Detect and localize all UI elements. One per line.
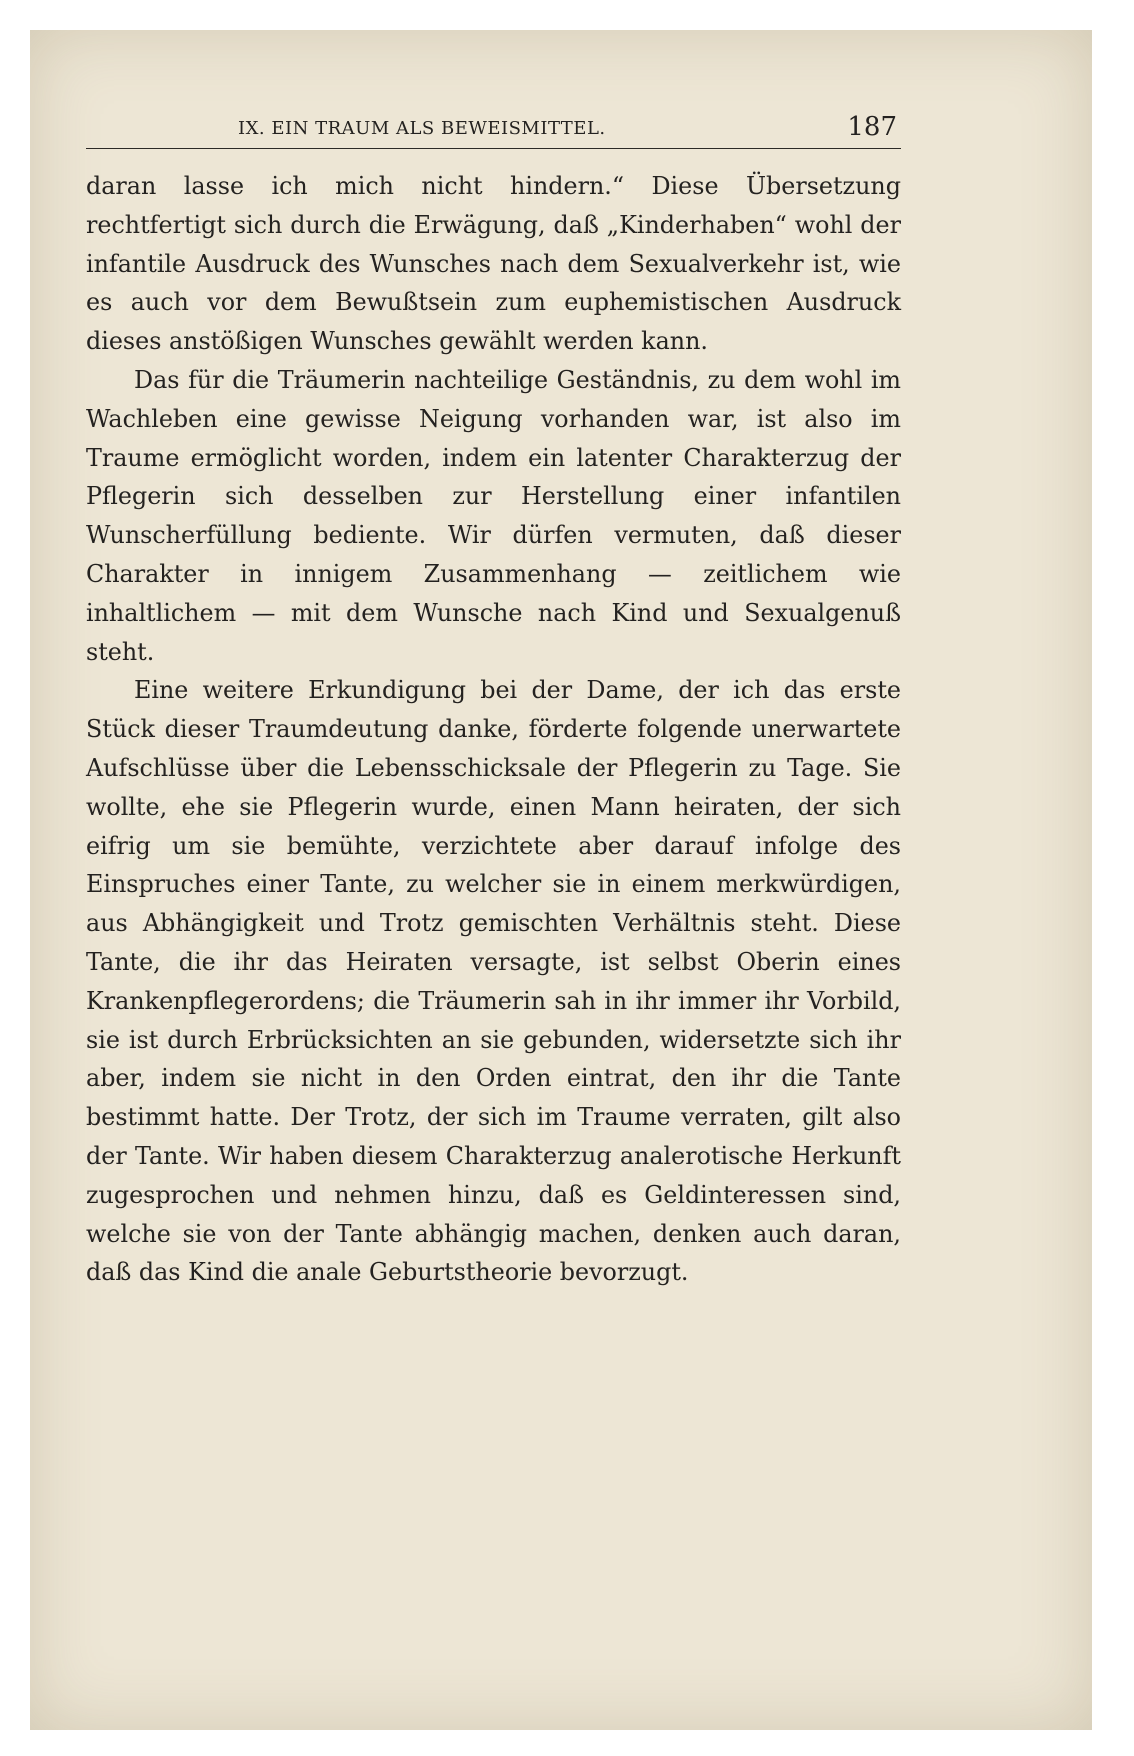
page-number: 187	[847, 112, 897, 142]
running-header	[86, 110, 901, 149]
paragraph-continued: daran lasse ich mich nicht hindern.“ Diese Übersetzung rechtfertigt sich durch die Erwägung, daß „Kinderhaben“ wohl der infantile Ausdruck des Wunsches nach dem Sexualverkehr ist, wie es auch vor dem Bewußtsein zum euphemistischen Ausdruck dieses anstößigen Wunsches gewählt werden kann.	[86, 172, 901, 356]
paragraph-confession: Das für die Träumerin nachteilige Geständnis, zu dem wohl im Wachleben eine gewisse Neigung vorhanden war, ist also im Traume ermöglicht worden, indem ein latenter Charakterzug der Pflegerin sich desselben zur Herstellung einer infantilen Wunscherfüllung bediente. Wir dürfen vermuten, daß dieser Charakter in innigem Zusammenhang — zeitlichem wie inhaltlichem — mit dem Wunsche nach Kind und Sexualgenuß steht.	[86, 365, 901, 666]
paragraph-inquiry: Eine weitere Erkundigung bei der Dame, der ich das erste Stück dieser Traumdeutung danke, förderte folgende unerwartete Aufschlüsse über die Lebensschicksale der Pflegerin zu Tage. Sie wollte, ehe sie Pflegerin wurde, einen Mann heiraten, der sich eifrig um sie bemühte, verzichtete aber darauf infolge des Einspruches einer Tante, zu welcher sie in einem merkwürdigen, aus Abhängigkeit und Trotz gemischten Verhältnis steht. Diese Tante, die ihr das Heiraten versagte, ist selbst Oberin eines Krankenpflegerordens; die Träumerin sah in ihr immer ihr Vorbild, sie ist durch Erbrücksichten an sie gebunden, widersetzte sich ihr aber, indem sie nicht in den Orden eintrat, den ihr die Tante bestimmt hatte. Der Trotz, der sich im Traume verraten, gilt also der Tante. Wir haben diesem Charakterzug analerotische Herkunft zugesprochen und nehmen hinzu, daß es Geldinteressen sind, welche sie von der Tante abhängig machen, denken auch daran, daß das Kind die anale Geburtstheorie bevorzugt.	[86, 676, 901, 1287]
body-text	[86, 167, 901, 1292]
book-page	[86, 110, 901, 1292]
running-title: IX. EIN TRAUM ALS BEWEISMITTEL.	[238, 118, 606, 139]
